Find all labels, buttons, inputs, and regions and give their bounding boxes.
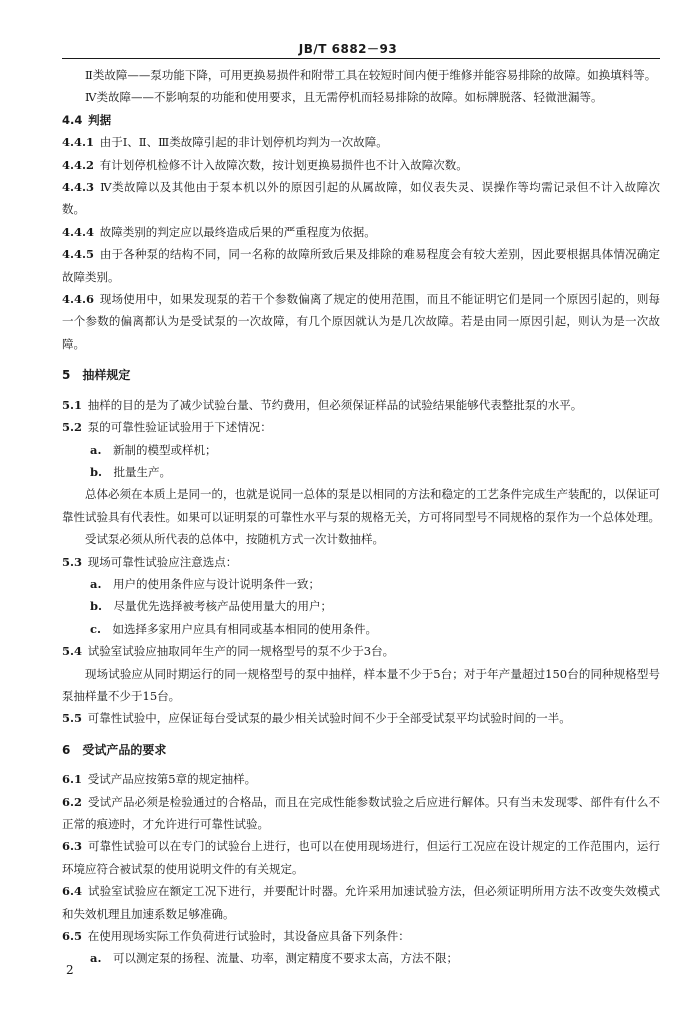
clause-text: 可靠性试验中，应保证每台受试泵的最少相关试验时间不少于全部受试泵平均试验时间的一半。: [87, 711, 571, 726]
list-item: [62, 947, 660, 969]
clause-text: 如选择多家用户应具有相同或基本相同的使用条件。: [112, 621, 378, 636]
paragraph-text: 受试泵必须从所代表的总体中，按随机方式一次计数抽样。: [85, 532, 384, 547]
clause-number: 6.4: [62, 884, 83, 899]
clause-number: 6: [62, 742, 71, 757]
section-heading: [62, 739, 660, 761]
clause-text: 可以测定泵的扬程、流量、功率，测定精度不要求太高，方法不限；: [112, 951, 458, 966]
clause-number: 5.4: [62, 644, 83, 659]
clause-text: 试验室试验应在额定工况下进行，并要配计时器。允许采用加速试验方法，但必须证明所用方法不改变失效模式和失效机理且加速系数足够准确。: [62, 884, 660, 921]
subsection-heading: [62, 109, 660, 131]
clause-number: 4.4.3: [62, 180, 95, 195]
clause-number: 4.4.2: [62, 157, 95, 172]
clause-number: 5.1: [62, 397, 83, 412]
clause-text: 受试产品必须是检验通过的合格品，而且在完成性能参数试验之后应进行解体。只有当未发现零、部件有什么不正常的痕迹时，才允许进行可靠性试验。: [62, 794, 660, 831]
clause: [62, 791, 660, 836]
clause-number: 5.3: [62, 554, 83, 569]
clause-text: 用户的使用条件应与设计说明条件一致；: [112, 576, 320, 591]
clause: [62, 416, 660, 438]
paragraph-text: Ⅱ类故障——泵功能下降，可用更换易损件和附带工具在较短时间内便于维修并能容易排除的故障。如换填料等。: [85, 68, 657, 82]
document-body: [62, 64, 660, 970]
clause-number: 5.2: [62, 420, 83, 435]
clause-number: a.: [90, 951, 102, 966]
list-item: [62, 595, 660, 617]
clause-text: 在使用现场实际工作负荷进行试验时，其设备应具备下列条件：: [87, 929, 410, 944]
clause-number: 5.5: [62, 711, 83, 726]
clause-number: 5: [62, 368, 71, 383]
clause: [62, 221, 660, 243]
clause-text: 由于各种泵的结构不同，同一名称的故障所致后果及排除的难易程度会有较大差别，因此要根据具体情况确定故障类别。: [62, 247, 660, 284]
clause-number: 6.5: [62, 929, 83, 944]
clause-number: 4.4.4: [62, 224, 95, 239]
paragraph-text: 总体必须在本质上是同一的，也就是说同一总体的泵是以相同的方法和稳定的工艺条件完成生产装配的，以保证可靠性试验具有代表性。如果可以证明泵的可靠性水平与泵的规格无关，方可将同型号不同规格的泵作为一个总体处理。: [62, 487, 660, 524]
clause: [62, 154, 660, 176]
clause-text: 试验室试验应抽取同年生产的同一规格型号的泵不少于3台。: [87, 644, 395, 659]
clause: [62, 176, 660, 221]
list-item: [62, 573, 660, 595]
clause-number: a.: [90, 442, 102, 457]
clause-text: Ⅳ类故障以及其他由于泵本机以外的原因引起的从属故障，如仪表失灵、误操作等均需记录但不计入故障次数。: [62, 180, 660, 217]
clause: [62, 925, 660, 947]
clause: [62, 707, 660, 729]
clause: [62, 835, 660, 880]
header-rule: [62, 58, 660, 59]
clause-number: 6.3: [62, 839, 83, 854]
clause-number: c.: [90, 621, 102, 636]
body-paragraph: [62, 64, 660, 86]
clause: [62, 243, 660, 288]
clause-text: 尽量优先选择被考核产品使用量大的用户；: [113, 599, 333, 614]
clause: [62, 131, 660, 153]
paragraph-text: 现场试验应从同时期运行的同一规格型号的泵中抽样，样本量不少于5台；对于年产量超过150台的同种规格型号泵抽样量不少于15台。: [62, 666, 660, 703]
body-paragraph: [62, 86, 660, 108]
clause-text: 新制的模型或样机；: [112, 442, 217, 457]
clause: [62, 551, 660, 573]
clause-text: 可靠性试验可以在专门的试验台上进行，也可以在使用现场进行，但运行工况应在设计规定的工作范围内，运行环境应符合被试泵的使用说明文件的有关规定。: [62, 839, 660, 876]
clause-text: 抽样的目的是为了减少试验台量、节约费用，但必须保证样品的试验结果能够代表整批泵的水平。: [87, 397, 583, 412]
clause-number: 4.4: [62, 112, 83, 127]
list-item: [62, 439, 660, 461]
clause-text: 现场使用中，如果发现泵的若干个参数偏离了规定的使用范围，而且不能证明它们是同一个原因引起的，则每一个参数的偏离都认为是受试泵的一次故障，有几个原因就认为是几次故障。若是由同一原因引起，则认为是一次故障。: [62, 292, 660, 351]
clause-text: 故障类别的判定应以最终造成后果的严重程度为依据。: [99, 224, 376, 239]
section-heading: [62, 364, 660, 386]
clause-number: a.: [90, 576, 102, 591]
clause: [62, 880, 660, 925]
clause-text: 由于Ⅰ、Ⅱ、Ⅲ类故障引起的非计划停机均判为一次故障。: [99, 135, 388, 150]
clause-text: 判据: [88, 112, 112, 127]
clause-text: 批量生产。: [113, 464, 172, 479]
clause-text: 有计划停机检修不计入故障次数，按计划更换易损件也不计入故障次数。: [99, 157, 468, 172]
clause-text: 受试产品应按第5章的规定抽样。: [87, 772, 257, 787]
standard-code-header: JB/T 6882－93: [298, 42, 398, 56]
body-paragraph: [62, 528, 660, 550]
clause: [62, 768, 660, 790]
clause-text: 现场可靠性试验应注意选点：: [87, 554, 238, 569]
clause-number: 4.4.6: [62, 292, 95, 307]
list-item: [62, 618, 660, 640]
clause-number: 4.4.1: [62, 135, 95, 150]
clause-number: 6.1: [62, 772, 83, 787]
clause-number: 6.2: [62, 794, 83, 809]
clause-text: 泵的可靠性验证试验用于下述情况：: [87, 420, 272, 435]
clause: [62, 394, 660, 416]
clause: [62, 288, 660, 355]
clause: [62, 640, 660, 662]
list-item: [62, 461, 660, 483]
body-paragraph: [62, 663, 660, 708]
clause-number: 4.4.5: [62, 247, 95, 262]
clause-number: b.: [90, 464, 103, 479]
paragraph-text: Ⅳ类故障——不影响泵的功能和使用要求，且无需停机而轻易排除的故障。如标牌脱落、轻微泄漏等。: [85, 90, 603, 105]
clause-number: b.: [90, 599, 103, 614]
page-number: 2: [66, 963, 74, 977]
clause-text: 抽样规定: [82, 368, 131, 383]
clause-text: 受试产品的要求: [82, 742, 167, 757]
body-paragraph: [62, 483, 660, 528]
